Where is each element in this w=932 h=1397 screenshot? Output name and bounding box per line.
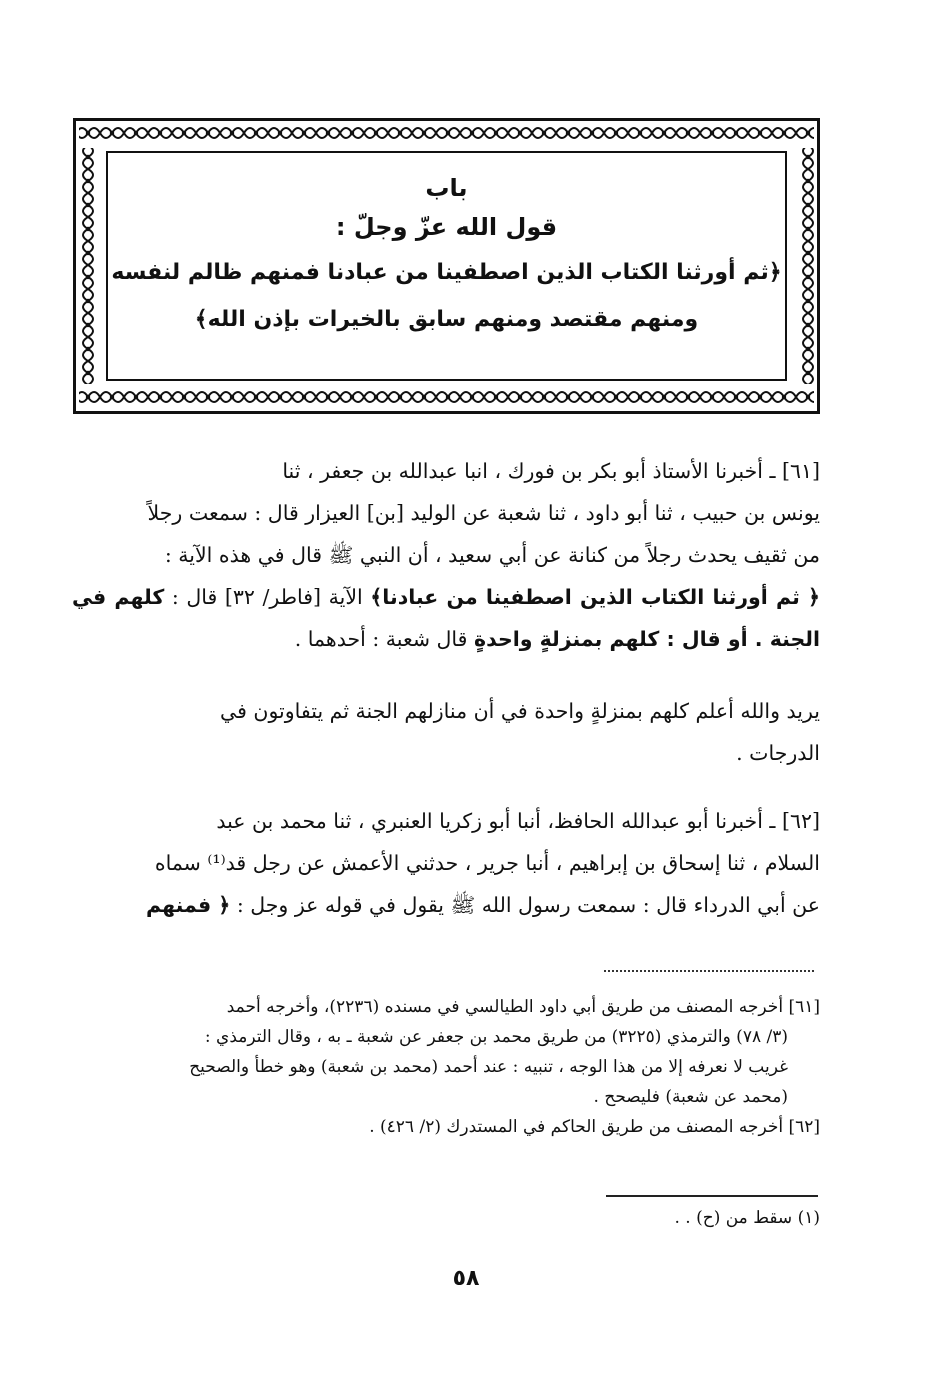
quran-verse: ﴿ ثم أورثنا الكتاب الذين اصطفينا من عبادنا﴾ [370, 585, 820, 609]
footnote-62: [٦٢] أخرجه المصنف من طريق الحاكم في المستدرك (٢/ ٤٢٦) . [369, 1117, 820, 1137]
margin-note-rule [606, 1195, 818, 1197]
hadith-text-bold: كلهم في الجنة . أو قال : كلهم بمنزلةٍ واحدةٍ [72, 585, 820, 651]
hadith-62 [72, 800, 820, 926]
footnote-61-line: [٦١] أخرجه المصنف من طريق أبي داود الطيالسي في مسنده (٢٢٣٦)، وأخرجه أحمد [226, 997, 820, 1017]
footnotes [72, 992, 820, 1142]
commentary [72, 690, 820, 774]
margin-notes [72, 1203, 820, 1233]
hadith-61-verse-paragraph [72, 576, 820, 660]
margin-note-1: (١) سقط من (ح) . . [674, 1208, 820, 1228]
narrator-note: قال شعبة : أحدهما . [294, 627, 474, 651]
commentary-line: يريد والله أعلم كلهم بمنزلةٍ واحدة في أن منازلهم الجنة ثم يتفاوتون في [220, 699, 820, 723]
chapter-verse-line-2: ومنهم مقتصد ومنهم سابق بالخيرات بإذن الله﴾ [194, 307, 699, 332]
chapter-heading-frame [73, 118, 820, 414]
hadith-61 [72, 450, 820, 660]
footnote-separator [604, 970, 814, 972]
chapter-verse-line-1: ﴿ثم أورثنا الكتاب الذين اصطفينا من عبادنا فمنهم ظالم لنفسه [111, 260, 782, 285]
hadith-61-line: من ثقيف يحدث رجلاً من كنانة عن أبي سعيد ، أن النبي ﷺ قال في هذه الآية : [164, 543, 820, 567]
hadith-62-line [72, 884, 820, 926]
quran-verse-start: ﴿ فمنهم [146, 893, 231, 917]
verse-reference: الآية [فاطر/ ٣٢] قال : [164, 585, 371, 609]
chapter-title: قول الله عزّ وجلّ : [335, 213, 558, 241]
footnote-61-line: غريب لا نعرفه إلا من هذا الوجه ، تنبيه : عند أحمد (محمد بن شعبة) وهو خطأ والصحيح [189, 1057, 788, 1077]
footnote-61-line: (محمد عن شعبة) فليصحح . [593, 1087, 788, 1107]
heading-text-box [106, 151, 787, 381]
hadith-62-line: [٦٢] ـ أخبرنا أبو عبدالله الحافظ، أنبا أبو زكريا العنبري ، ثنا محمد بن عبد [216, 809, 820, 833]
hadith-62-line: السلام ، ثنا إسحاق بن إبراهيم ، أنبا جرير ، حدثني الأعمش عن رجل قد⁽¹⁾ سماه [154, 851, 820, 875]
commentary-line: الدرجات . [736, 741, 820, 765]
footnote-61-line: (٣/ ٧٨) والترمذي (٣٢٢٥) من طريق محمد بن جعفر عن شعبة ـ به ، وقال الترمذي : [204, 1027, 788, 1047]
chapter-label: باب [425, 174, 468, 202]
hadith-61-line: [٦١] ـ أخبرنا الأستاذ أبو بكر بن فورك ، انبا عبدالله بن جعفر ، ثنا [282, 459, 820, 483]
hadith-62-text: عن أبي الدرداء قال : سمعت رسول الله ﷺ يقول في قوله عز وجل : [230, 893, 820, 917]
page-number: ٥٨ [452, 1266, 480, 1291]
hadith-61-line: يونس بن حبيب ، ثنا أبو داود ، ثنا شعبة عن الوليد [بن] العيزار قال : سمعت رجلاً [147, 501, 820, 525]
